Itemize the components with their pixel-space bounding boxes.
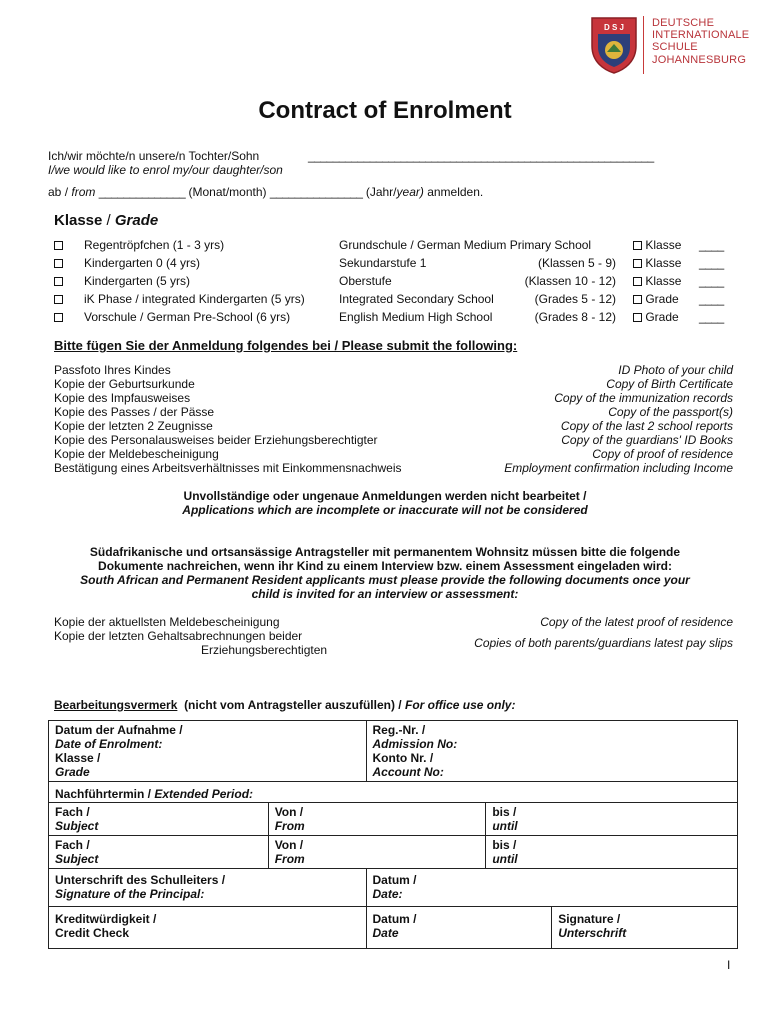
- school-name: English Medium High School: [339, 310, 493, 324]
- extended-period-cell: [49, 782, 738, 803]
- month-field[interactable]: ______________: [98, 185, 186, 199]
- right-option-label: Klasse: [645, 274, 682, 288]
- right-option-row[interactable]: [633, 292, 724, 306]
- child-name-field[interactable]: ________________________________________________________: [308, 149, 654, 163]
- checkbox[interactable]: [633, 295, 642, 304]
- from-label-de: Von /: [274, 805, 304, 819]
- right-option-label: Klasse: [645, 256, 682, 270]
- submit-items-en: [504, 363, 733, 475]
- left-option-row[interactable]: [54, 292, 305, 306]
- anmelden-label: anmelden.: [427, 185, 484, 199]
- from-label-en: From: [274, 852, 305, 866]
- subject-label-en: Subject: [55, 852, 99, 866]
- grade-blank-field[interactable]: ____: [699, 238, 724, 252]
- class-label-de: Klasse /: [55, 751, 101, 765]
- right-option-label: Klasse: [645, 238, 682, 252]
- office-heading-u: Bearbeitungsvermerk: [54, 698, 178, 712]
- sa-doc-de-2a: Kopie der letzten Gehaltsabrechnungen beider: [54, 629, 303, 643]
- principal-date-cell[interactable]: [366, 869, 737, 907]
- checkbox[interactable]: [633, 241, 642, 250]
- logo-line-2: INTERNATIONALE: [652, 29, 750, 42]
- right-option-label: Grade: [645, 310, 679, 324]
- grade-heading-en: Grade: [114, 212, 159, 229]
- submit-item-de: Kopie der Meldebescheinigung: [54, 447, 219, 461]
- enrolment-date-label-en: Date of Enrolment:: [55, 737, 163, 751]
- right-option-label: Grade: [645, 292, 679, 306]
- grade-blank-field[interactable]: ____: [699, 274, 724, 288]
- until-cell[interactable]: [486, 836, 738, 869]
- left-option-row[interactable]: [54, 274, 191, 288]
- submit-item-en: Employment confirmation including Income: [504, 461, 733, 475]
- subject-cell[interactable]: [49, 836, 269, 869]
- office-heading-rest: (nicht vom Antragsteller auszufüllen) /: [184, 698, 402, 712]
- submit-item-en: Copy of the immunization records: [554, 391, 733, 405]
- sa-doc-de-2b: Erziehungsberechtigten: [201, 643, 328, 657]
- school-range: (Klassen 5 - 9): [537, 256, 616, 270]
- date-label-en: Date:: [372, 887, 403, 901]
- submit-item-de: Bestätigung eines Arbeitsverhältnisses mit Einkommensnachweis: [54, 461, 402, 475]
- submit-item-en: ID Photo of your child: [618, 363, 733, 377]
- incomplete-notice-en: Applications which are incomplete or inaccurate will not be considered: [182, 503, 588, 517]
- school-name: Oberstufe: [339, 274, 392, 288]
- checkbox[interactable]: [633, 313, 642, 322]
- submit-item-en: Copy of the last 2 school reports: [560, 419, 733, 433]
- left-option-label: Vorschule / German Pre-School (6 yrs): [84, 310, 291, 324]
- right-option-row[interactable]: [633, 274, 724, 288]
- year-field[interactable]: _______________: [269, 185, 363, 199]
- subject-label-de: Fach /: [55, 838, 90, 852]
- left-option-label: Kindergarten (5 yrs): [84, 274, 191, 288]
- left-option-row[interactable]: [54, 310, 291, 324]
- account-label-en: Account No:: [372, 765, 444, 779]
- grade-heading-sep: /: [102, 212, 115, 229]
- office-use-table: [48, 720, 738, 949]
- until-label-en: until: [492, 819, 518, 833]
- class-label-en: Grade: [55, 765, 90, 779]
- admission-cell[interactable]: [366, 721, 737, 782]
- incomplete-notice-de: Unvollständige oder ungenaue Anmeldungen werden nicht bearbeitet /: [183, 489, 587, 503]
- left-option-label: Kindergarten 0 (4 yrs): [84, 256, 201, 270]
- extended-label-de: Nachführtermin /: [55, 787, 152, 801]
- right-option-row[interactable]: [633, 310, 724, 324]
- checkbox[interactable]: [54, 277, 63, 286]
- school-name-logo-text: [652, 17, 749, 66]
- checkbox[interactable]: [54, 313, 63, 322]
- grade-heading: [54, 212, 158, 229]
- school-crest-logo: [590, 16, 638, 74]
- school-name: Grundschule / German Medium Primary School: [339, 238, 592, 252]
- submit-item-de: Kopie der letzten 2 Zeugnisse: [54, 419, 213, 433]
- logo-line-4: JOHANNESBURG: [652, 53, 747, 66]
- signature-label-en: Unterschrift: [558, 926, 627, 940]
- credit-date-cell[interactable]: [366, 907, 552, 949]
- checkbox[interactable]: [54, 259, 63, 268]
- submit-item-de: Kopie des Impfausweises: [54, 391, 191, 405]
- submit-item-en: Copy of the passport(s): [608, 405, 733, 419]
- sa-doc-de-1: Kopie der aktuellsten Meldebescheinigung: [54, 615, 280, 629]
- date2-label-de: Datum /: [372, 912, 417, 926]
- page-number: I: [727, 958, 731, 972]
- school-name: Integrated Secondary School: [339, 292, 494, 306]
- left-option-row[interactable]: [54, 256, 201, 270]
- principal-signature-cell[interactable]: [49, 869, 367, 907]
- subject-label-de: Fach /: [55, 805, 90, 819]
- intro-line1-de: Ich/wir möchte/n unsere/n Tochter/Sohn: [48, 149, 260, 163]
- left-option-label: iK Phase / integrated Kindergarten (5 yrs): [84, 292, 305, 306]
- year-label-open: (Jahr/: [365, 185, 397, 199]
- from-label-de: Von /: [274, 838, 304, 852]
- checkbox[interactable]: [633, 277, 642, 286]
- credit-label-de: Kreditwürdigkeit /: [55, 912, 157, 926]
- until-cell[interactable]: [486, 803, 738, 836]
- checkbox[interactable]: [54, 241, 63, 250]
- credit-check-cell[interactable]: [49, 907, 367, 949]
- principal-label-en: Signature of the Principal:: [55, 887, 205, 901]
- right-option-row[interactable]: [633, 238, 724, 252]
- office-heading-it: For office use only:: [405, 698, 516, 712]
- school-name: Sekundarstufe 1: [339, 256, 427, 270]
- sa-notice-de-1: Südafrikanische und ortsansässige Antragsteller mit permanentem Wohnsitz müssen bitte die folgende: [89, 545, 681, 559]
- sa-notice-de-2: Dokumente nachreichen, wenn ihr Kind zu einem Interview bzw. einem Assessment eingeladen wird:: [98, 559, 672, 573]
- submit-heading: Bitte fügen Sie der Anmeldung folgendes bei / Please submit the following:: [54, 338, 518, 353]
- subject-label-en: Subject: [55, 819, 99, 833]
- date-label-de: Datum /: [372, 873, 417, 887]
- year-label-it: year): [396, 185, 424, 199]
- submit-item-de: Kopie der Geburtsurkunde: [54, 377, 195, 391]
- school-range: (Klassen 10 - 12): [524, 274, 616, 288]
- account-label-de: Konto Nr. /: [372, 751, 434, 765]
- grade-blank-field[interactable]: ____: [699, 256, 724, 270]
- month-label: (Monat/month): [188, 185, 267, 199]
- office-heading: [54, 698, 515, 712]
- checkbox[interactable]: [54, 295, 63, 304]
- intro-line1-en: I/we would like to enrol my/our daughter/son: [48, 163, 283, 177]
- slash-sep: /: [61, 185, 72, 199]
- date2-label-en: Date: [372, 926, 399, 940]
- logo-divider: [643, 16, 644, 74]
- crest-letters: D S J: [603, 23, 625, 32]
- reg-label-en: Admission No:: [372, 737, 458, 751]
- until-label-en: until: [492, 852, 518, 866]
- checkbox[interactable]: [633, 259, 642, 268]
- submit-item-de: Passfoto Ihres Kindes: [54, 363, 171, 377]
- extended-label-en: Extended Period:: [154, 787, 254, 801]
- reg-label-de: Reg.-Nr. /: [372, 723, 426, 737]
- left-option-row[interactable]: [54, 238, 225, 252]
- sa-notice-en-1: South African and Permanent Resident applicants must please provide the following documents once your: [80, 573, 690, 587]
- from-label-en: From: [274, 819, 305, 833]
- logo-line-1: DEUTSCHE: [652, 17, 715, 29]
- document-title: Contract of Enrolment: [258, 97, 512, 124]
- credit-label-en: Credit Check: [55, 926, 130, 940]
- from-label: from: [71, 185, 96, 199]
- left-option-label: Regentröpfchen (1 - 3 yrs): [84, 238, 225, 252]
- signature-cell[interactable]: [552, 907, 738, 949]
- sa-doc-en-2: Copies of both parents/guardians latest pay slips: [474, 636, 733, 650]
- submit-items-de: [54, 363, 402, 475]
- grade-blank-field[interactable]: ____: [699, 310, 724, 324]
- from-cell[interactable]: [268, 803, 486, 836]
- enrolment-date-label-de: Datum der Aufnahme /: [55, 723, 183, 737]
- subject-cell[interactable]: [49, 803, 269, 836]
- until-label-de: bis /: [492, 838, 517, 852]
- enrolment-date-cell[interactable]: [49, 721, 367, 782]
- right-option-row[interactable]: [633, 256, 724, 270]
- principal-label-de: Unterschrift des Schulleiters /: [55, 873, 226, 887]
- submit-item-de: Kopie des Personalausweises beider Erziehungsberechtigter: [54, 433, 378, 447]
- signature-label-de: Signature /: [558, 912, 621, 926]
- submit-item-en: Copy of proof of residence: [592, 447, 733, 461]
- grade-heading-de: Klasse: [54, 212, 103, 229]
- submit-item-en: Copy of the guardians' ID Books: [561, 433, 733, 447]
- grade-blank-field[interactable]: ____: [699, 292, 724, 306]
- submit-item-de: Kopie des Passes / der Pässe: [54, 405, 215, 419]
- ab-label: ab: [48, 185, 62, 199]
- from-cell[interactable]: [268, 836, 486, 869]
- until-label-de: bis /: [492, 805, 517, 819]
- submit-item-en: Copy of Birth Certificate: [606, 377, 733, 391]
- intro-line2: [48, 185, 483, 199]
- sa-doc-en-1: Copy of the latest proof of residence: [540, 615, 733, 629]
- logo-line-3: SCHULE: [652, 41, 698, 54]
- sa-notice-en-2: child is invited for an interview or assessment:: [251, 587, 519, 601]
- school-range: (Grades 5 - 12): [534, 292, 616, 306]
- school-range: (Grades 8 - 12): [534, 310, 616, 324]
